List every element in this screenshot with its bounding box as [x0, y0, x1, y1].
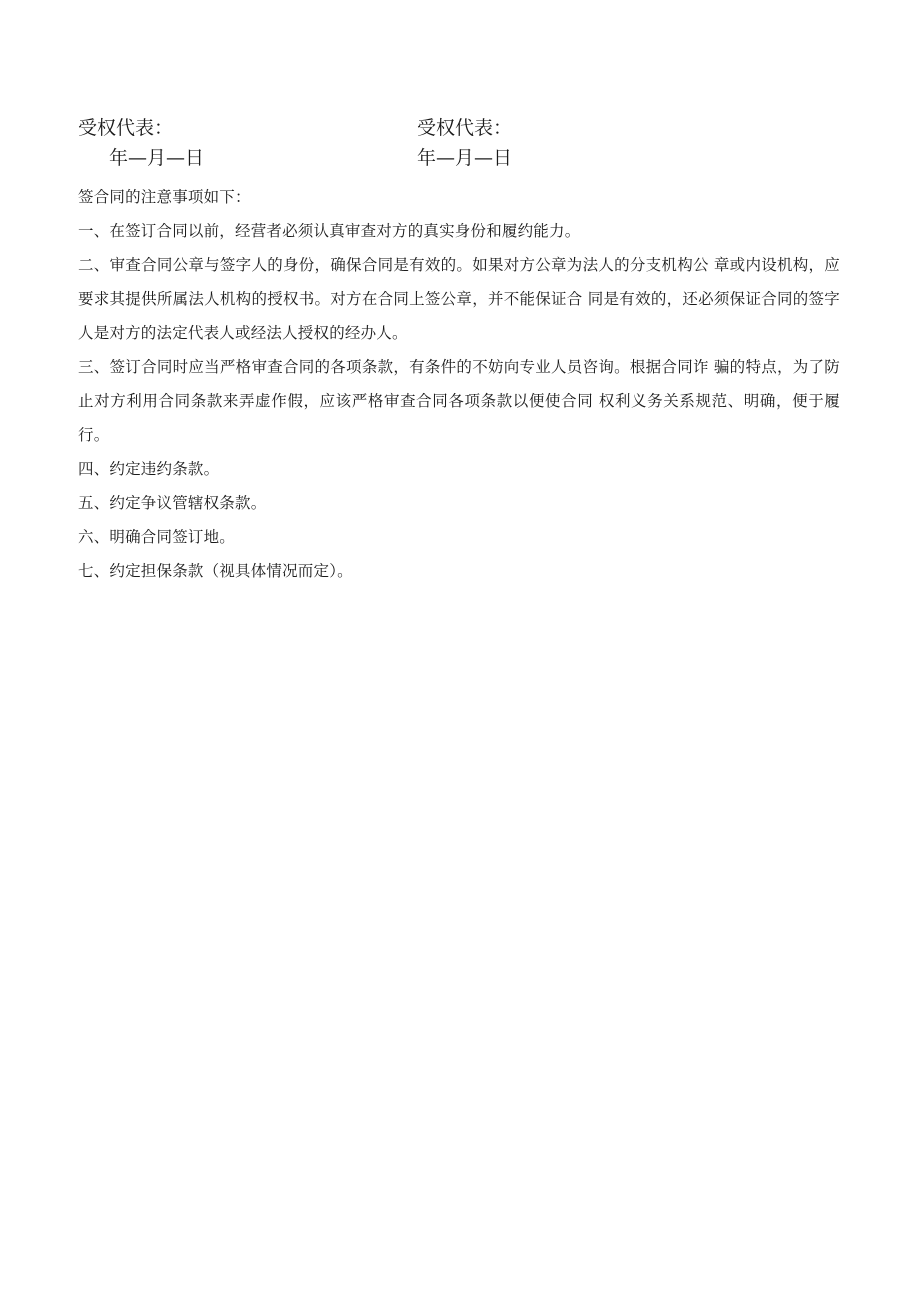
left-representative-label: 受权代表：: [78, 117, 174, 139]
note-item-3: 三、签订合同时应当严格审查合同的各项条款，有条件的不妨向专业人员咨询。根据合同诈 骗的特点，为了防止对方利用合同条款来弄虚作假，应该严格审查合同各项条款以便使合同 权利义务关系规范、明确，便于履行。: [78, 358, 840, 444]
note-item-4: 四、约定违约条款。: [78, 460, 220, 478]
notes-section: [78, 180, 840, 588]
note-item-7: 七、约定担保条款（视具体情况而定）。: [78, 562, 353, 580]
note-item-5: 五、约定争议管辖权条款。: [78, 494, 267, 512]
note-item-1: 一、在签订合同以前，经营者必须认真审查对方的真实身份和履约能力。: [78, 222, 581, 240]
right-date-line: 年—月—日: [417, 147, 513, 169]
note-item-6: 六、明确合同签订地。: [78, 528, 236, 546]
right-representative-label: 受权代表：: [417, 117, 513, 139]
notes-heading: 签合同的注意事项如下：: [78, 188, 251, 206]
left-date-line: 年—月—日: [109, 147, 205, 169]
note-item-2: 二、审查合同公章与签字人的身份，确保合同是有效的。如果对方公章为法人的分支机构公 章或内设机构，应要求其提供所属法人机构的授权书。对方在合同上签公章，并不能保证合 同是有效的，还必须保证合同的签字人是对方的法定代表人或经法人授权的经办人。: [78, 256, 840, 342]
